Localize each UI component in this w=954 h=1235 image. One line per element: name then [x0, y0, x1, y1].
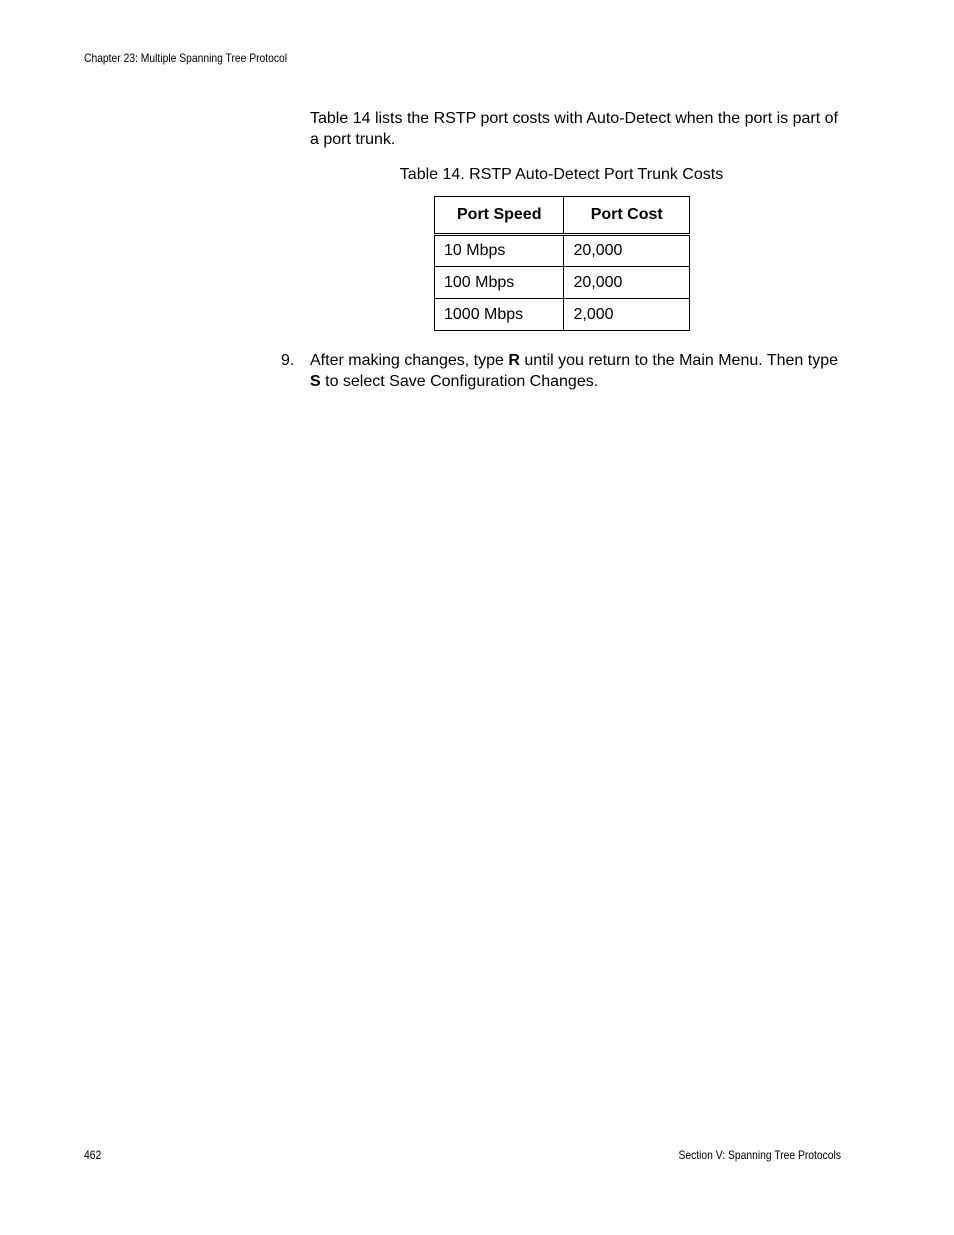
key-r: R [508, 352, 520, 369]
step-text-part: until you return to the Main Menu. Then type [519, 352, 838, 369]
port-speed-cell: 10 Mbps [435, 235, 564, 267]
table-row [435, 267, 690, 299]
step-number: 9. [281, 352, 295, 369]
port-cost-cell: 20,000 [564, 267, 690, 299]
step-text-part: After making changes, type [310, 352, 509, 369]
table-header-row [435, 197, 690, 235]
port-speed-cell: 1000 Mbps [435, 299, 564, 331]
step-text-part: to select Save Configuration Changes. [320, 373, 599, 390]
port-trunk-cost-table [434, 196, 690, 331]
table-row [435, 299, 690, 331]
port-cost-cell: 2,000 [564, 299, 690, 331]
port-cost-cell: 20,000 [564, 235, 690, 267]
step-9 [281, 350, 851, 392]
table-row [435, 235, 690, 267]
running-header: Chapter 23: Multiple Spanning Tree Protocol [84, 51, 288, 65]
key-s: S [310, 373, 321, 390]
port-speed-cell: 100 Mbps [435, 267, 564, 299]
column-header-port-cost: Port Cost [564, 197, 690, 235]
table-caption: Table 14. RSTP Auto-Detect Port Trunk Costs [399, 166, 724, 183]
step-text [310, 350, 851, 392]
intro-paragraph: Table 14 lists the RSTP port costs with Auto-Detect when the port is part of a port trunk. [310, 110, 838, 148]
section-title: Section V: Spanning Tree Protocols [678, 1148, 841, 1162]
page-number: 462 [84, 1148, 102, 1162]
column-header-port-speed: Port Speed [435, 197, 564, 235]
